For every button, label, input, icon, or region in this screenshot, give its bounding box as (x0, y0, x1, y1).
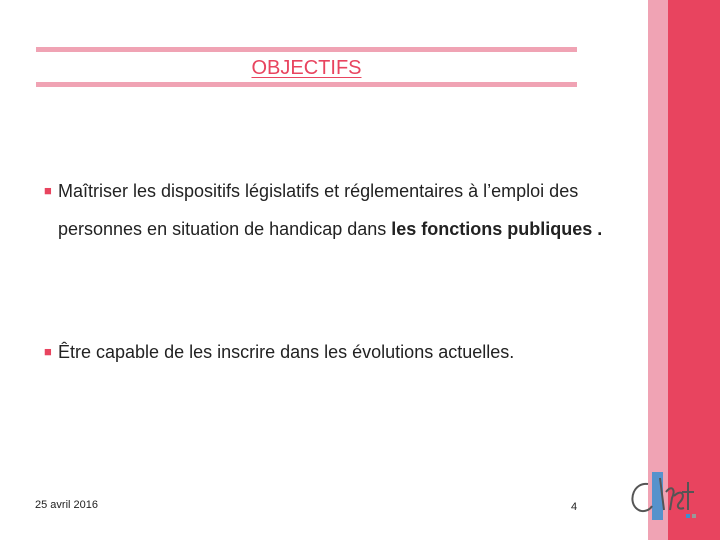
slide-title: OBJECTIFS (251, 57, 362, 79)
bullet-text-1 (58, 172, 624, 248)
side-band-dark (668, 0, 720, 540)
cnfpt-logo (626, 470, 706, 524)
bullet-text-1-bold: les fonctions publiques . (391, 219, 603, 239)
square-bullet-icon: ■ (44, 183, 52, 198)
title-rule-bottom (36, 82, 577, 87)
side-band-light (648, 0, 668, 540)
bullet-text-1-regular: Maîtriser les dispositifs législatifs et réglementaires à l’emploi des personnes en situation de handicap dans (58, 181, 579, 239)
footer-date: 25 avril 2016 (35, 499, 98, 511)
bullet-item-2 (44, 333, 624, 371)
square-bullet-icon: ■ (44, 344, 52, 359)
title-rule-top (36, 47, 577, 52)
bullet-item-1 (44, 172, 624, 248)
bullet-text-2: Être capable de les inscrire dans les évolutions actuelles. (58, 342, 515, 362)
page-number: 4 (571, 501, 578, 513)
